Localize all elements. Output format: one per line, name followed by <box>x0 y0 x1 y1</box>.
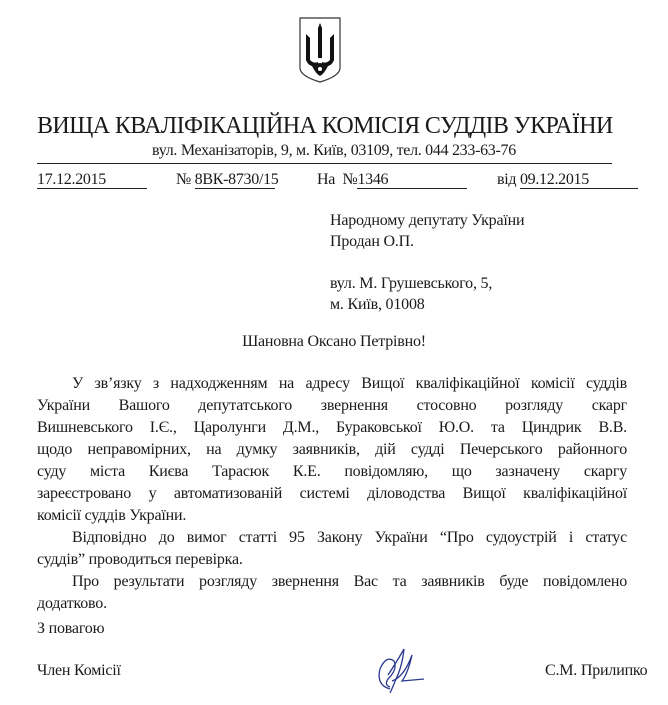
outgoing-number: № 8ВК-8730/15 <box>176 171 279 188</box>
recipient-name: Продан О.П. <box>330 233 414 250</box>
closing-regards: З повагою <box>37 620 105 637</box>
body-line: зареєстровано у автоматизованій системі діловодства Вищої кваліфікаційної <box>37 485 627 502</box>
in-reply-number: На №1346 <box>317 171 467 189</box>
body-line: суду міста Києва Тарасюк К.Е. повідомляю, що зазначену скаргу <box>37 463 627 480</box>
recipient-city: м. Київ, 01008 <box>330 296 425 313</box>
body-line: щодо неправомірних, на думку заявників, дій судді Печерського районного <box>37 441 627 458</box>
recipient-title: Народному депутату України <box>330 212 525 229</box>
in-reply-date: від 09.12.2015 <box>497 171 638 189</box>
handwritten-signature <box>368 645 428 695</box>
signatory-position: Член Комісії <box>37 662 121 679</box>
body-line: суддів” проводиться перевірка. <box>37 551 243 568</box>
recipient-street: вул. М. Грушевського, 5, <box>330 275 493 292</box>
outgoing-date: 17.12.2015 <box>37 171 147 189</box>
organization-title: ВИЩА КВАЛІФІКАЦІЙНА КОМІСІЯ СУДДІВ УКРАЇНИ <box>37 113 613 139</box>
body-line: Про результати розгляду звернення Вас та заявників буде повідомлено <box>72 573 627 590</box>
trident-coat-of-arms-icon <box>297 16 343 84</box>
body-line: України Вашого депутатського звернення стосовно розгляду скарг <box>37 397 627 414</box>
body-line: Відповідно до вимог статті 95 Закону України “Про судоустрій і статус <box>72 529 627 546</box>
greeting: Шановна Оксано Петрівно! <box>242 333 426 350</box>
signatory-name: С.М. Прилипко <box>545 662 648 679</box>
body-line: У зв’язку з надходженням на адресу Вищої кваліфікаційної комісії суддів <box>72 375 627 392</box>
body-line: Вишневського І.Є., Царолунги Д.М., Бураковської Ю.О. та Циндрик В.В. <box>37 419 627 436</box>
body-line: комісії суддів України. <box>37 507 187 524</box>
header-divider <box>37 163 612 164</box>
body-line: додатково. <box>37 595 107 612</box>
letterhead-emblem <box>297 16 343 84</box>
organization-address: вул. Механізаторів, 9, м. Київ, 03109, тел. 044 233-63-76 <box>152 142 516 159</box>
